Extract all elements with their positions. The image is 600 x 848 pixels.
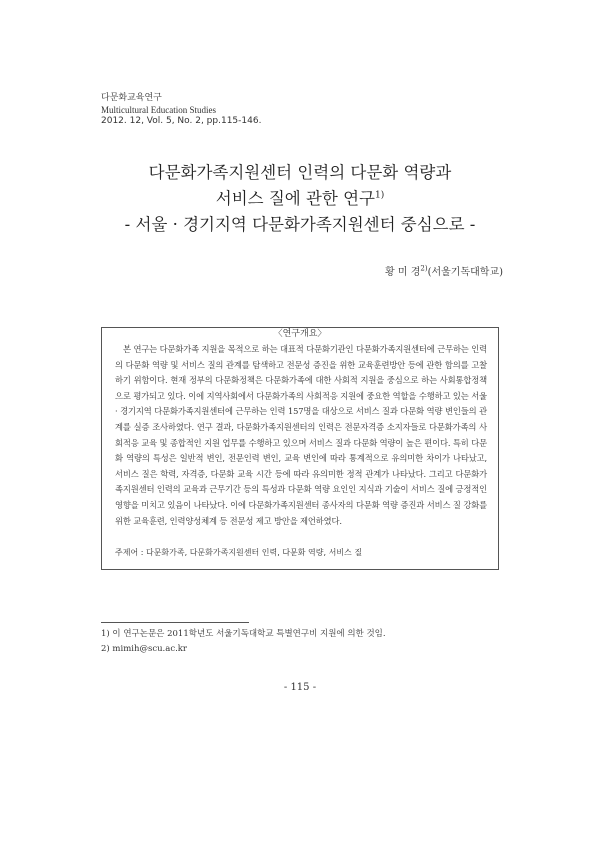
title-line-1: 다문화가족지원센터 인력의 다문화 역량과	[148, 163, 452, 182]
abstract-label	[102, 321, 498, 340]
footnote-divider	[101, 622, 249, 623]
footnote-1: 1) 이 연구논문은 2011학년도 서울기독대학교 특별연구비 지원에 의한 것임.	[101, 629, 386, 639]
title-footnote-mark: 1)	[374, 190, 385, 201]
abstract-text: 본 연구는 다문화가족 지원을 목적으로 하는 대표적 다문화기관인 다문화가족지원센터에 근무하는 인력의 다문화 역량 및 서비스 질의 관계를 탐색하고 전문성 증진을 위한 교육훈련방안 등에 관한 함의를 고찰하기 위함이다. 현재 정부의 다문화정책은 다문화가족에 대한 사회적 지원을 중심으로 하는 사회통합정책으로 평가되고 있다. 이에 지역사회에서 다문화가족의 사회적응 지원에 중요한 역할을 수행하고 있는 서울 · 경기지역 다문화가족지원센터에 근무하는 인력 157명을 대상으로 서비스 질과 다문화 역량 변인들의 관계를 실증 조사하였다. 연구 결과, 다문화가족지원센터의 인력은 전문자격증 소지자들로 다문화가족의 사회적응 교육 및 종합적인 지원 업무를 수행하고 있으며 서비스 질과 다문화 역량이 높은 편이다. 특히 다문화 역량의 특성은 일반적 변인, 전문인력 변인, 교육 변인에 따라 통계적으로 유의미한 차이가 나타났고, 서비스 질은 학력, 자격증, 다문화 교육 시간 등에 따라 유의미한 정적 관계가 나타났다. 그리고 다문화가족지원센터 인력의 교육과 근무기간 등의 특성과 다문화 역량 요인인 지식과 기술이 서비스 질에 긍정적인 영향을 미치고 있음이 나타났다. 이에 다문화가족지원센터 종사자의 다문화 역량 증진과 서비스 질 강화를 위한 교육훈련, 인력양성체계 등 전문성 제고 방안을 제언하였다.	[115, 344, 487, 526]
page-number: - 115 -	[283, 682, 317, 693]
author-affiliation: (서울기독대학교)	[427, 267, 503, 278]
journal-citation: 2012. 12, Vol. 5, No. 2, pp.115-146.	[101, 116, 262, 126]
keywords: 주제어 : 다문화가족, 다문화가족지원센터 인력, 다문화 역량, 서비스 질	[115, 548, 363, 557]
author-name: 황 미 경	[385, 267, 421, 278]
footnote-2: 2) mimih@scu.ac.kr	[101, 644, 188, 654]
title-line-2	[60, 186, 540, 212]
abstract-label-text: 〈연구개요〉	[266, 329, 335, 339]
author-footnote-mark: 2)	[420, 264, 428, 273]
author-line	[385, 263, 503, 278]
title-line-2-text: 서비스 질에 관한 연구	[215, 189, 375, 208]
abstract-box	[101, 327, 499, 570]
title-subtitle: - 서울 · 경기지역 다문화가족지원센터 중심으로 -	[124, 215, 476, 234]
journal-name-english: Multicultural Education Studies	[101, 104, 216, 115]
journal-header	[101, 93, 401, 128]
journal-name-korean: 다문화교육연구	[101, 93, 162, 103]
paper-title	[60, 160, 540, 238]
